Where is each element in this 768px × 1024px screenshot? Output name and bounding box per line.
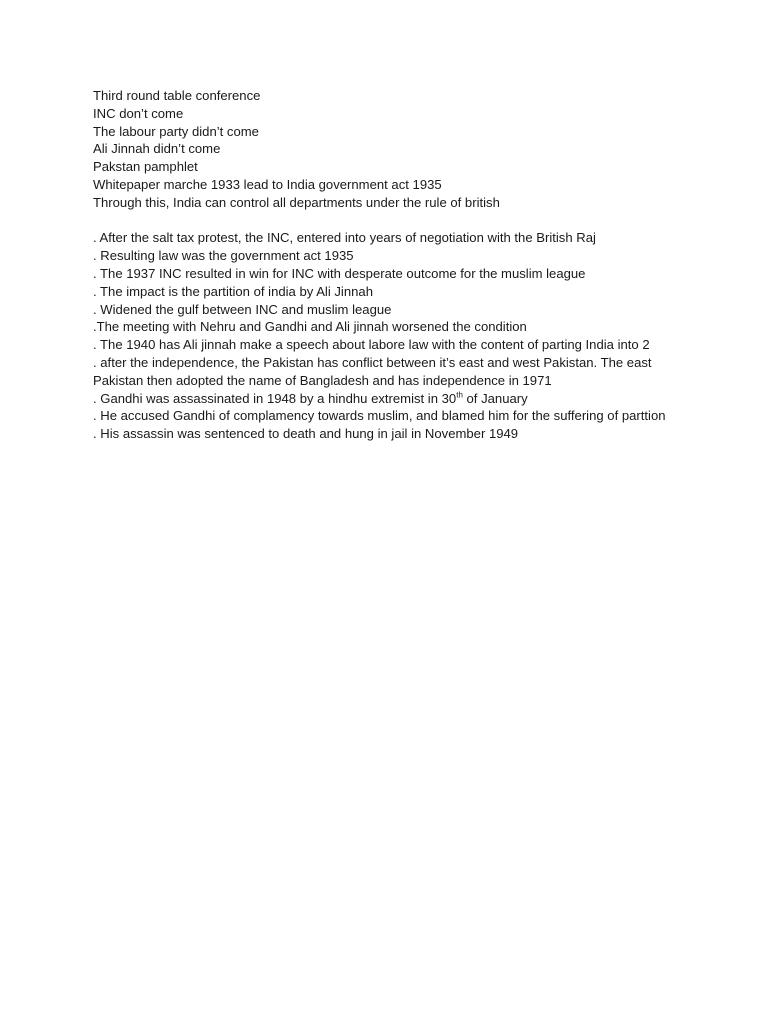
document-body	[93, 87, 678, 443]
note-line: Whitepaper marche 1933 lead to India government act 1935	[93, 176, 442, 192]
bullet-line: . Resulting law was the government act 1935	[93, 248, 354, 264]
bullet-line: . after the independence, the Pakistan has conflict between it’s east and west Pakistan. The east Pakistan then adopted the name of Bangladesh and has independence in 1971	[93, 354, 652, 388]
bullet-line: . He accused Gandhi of complamency towards muslim, and blamed him for the suffering of parttion	[93, 408, 666, 424]
bullet-line: . After the salt tax protest, the INC, entered into years of negotiation with the British Raj	[93, 230, 596, 246]
bullet-line: . The 1937 INC resulted in win for INC with desperate outcome for the muslim league	[93, 265, 586, 281]
bullet-line: . The impact is the partition of india by Ali Jinnah	[93, 283, 373, 299]
note-line: INC don’t come	[93, 105, 184, 121]
paragraph-gap	[93, 212, 678, 230]
bullet-line: . His assassin was sentenced to death and hung in jail in November 1949	[93, 426, 519, 442]
gandhi-text-before: . Gandhi was assassinated in 1948 by a hindhu extremist in 30	[93, 390, 457, 406]
bullet-line: .The meeting with Nehru and Gandhi and Ali jinnah worsened the condition	[93, 319, 527, 335]
note-line: Through this, India can control all departments under the rule of british	[93, 194, 500, 210]
note-line: The labour party didn’t come	[93, 123, 259, 139]
note-line: Ali Jinnah didn’t come	[93, 141, 221, 157]
heading-line: Third round table conference	[93, 88, 261, 103]
bullet-line-gandhi	[93, 390, 678, 408]
gandhi-text-after: of January	[462, 390, 528, 406]
ordinal-suffix: th	[456, 390, 463, 400]
note-line: Pakstan pamphlet	[93, 159, 198, 175]
bullet-line: . Widened the gulf between INC and muslim league	[93, 301, 392, 317]
bullet-line: . The 1940 has Ali jinnah make a speech about labore law with the content of parting India into 2	[93, 337, 650, 353]
